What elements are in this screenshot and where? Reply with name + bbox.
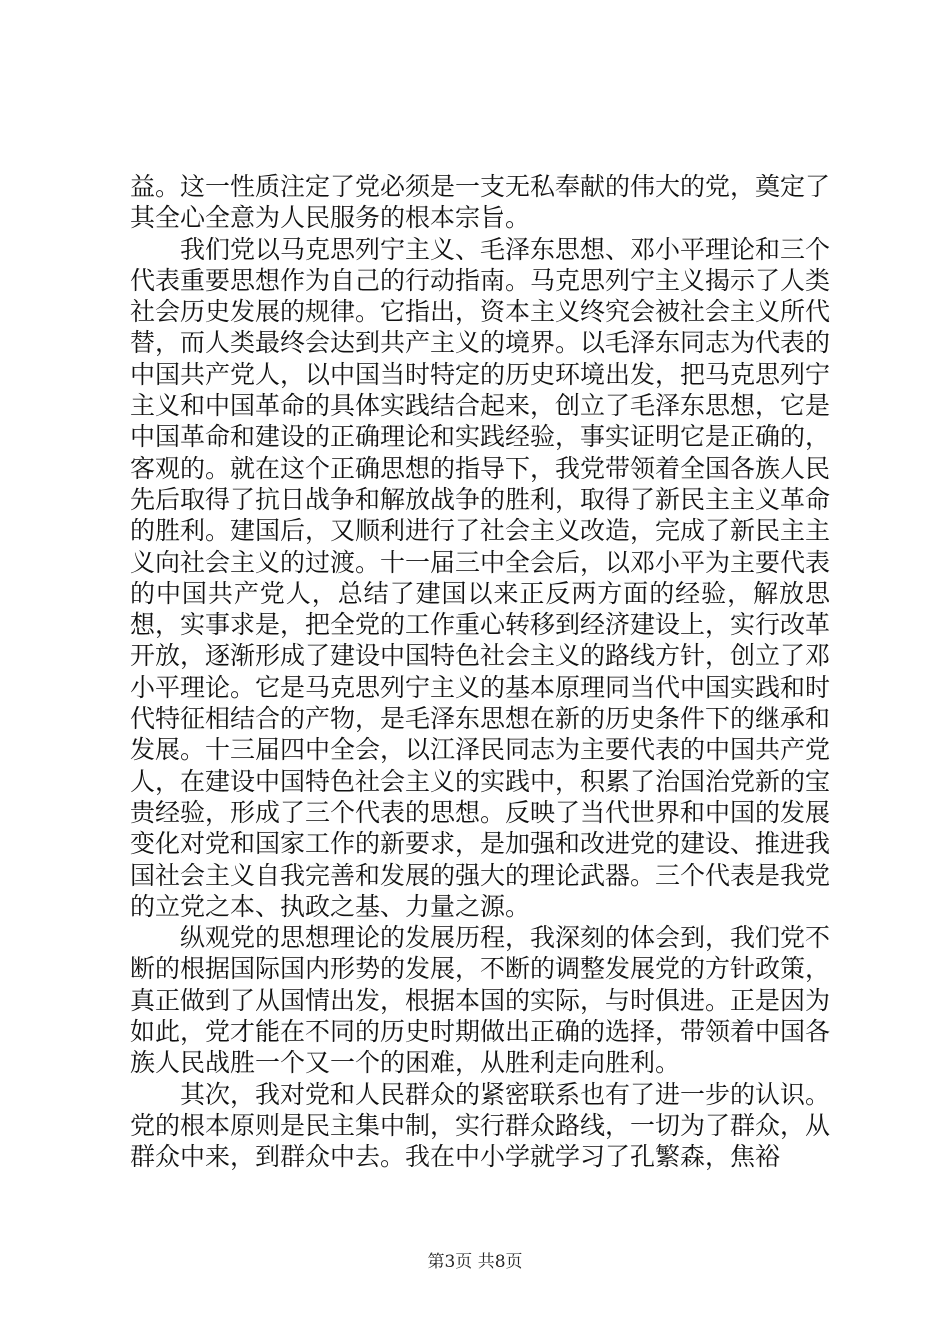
page-footer: 第3页 共8页 xyxy=(427,1252,523,1272)
paragraph-theory-development: 纵观党的思想理论的发展历程，我深刻的体会到，我们党不断的根据国际国内形势的发展，不断的调整发展党的方针政策，真正做到了从国情出发，根据本国的实际，与时俱进。正是因为如此，党才能在不同的历史时期做出正确的选择，带领着中国各族人民战胜一个又一个的困难，从胜利走向胜利。 xyxy=(130,923,831,1078)
paragraph-mass-line: 其次，我对党和人民群众的紧密联系也有了进一步的认识。党的根本原则是民主集中制，实行群众路线，一切为了群众，从群众中来，到群众中去。我在中小学就学习了孔繁森，焦裕 xyxy=(130,1079,831,1172)
paragraph-continuation: 益。这一性质注定了党必须是一支无私奉献的伟大的党，奠定了其全心全意为人民服务的根本宗旨。 xyxy=(130,172,831,233)
paragraph-guiding-ideology: 我们党以马克思列宁主义、毛泽东思想、邓小平理论和三个代表重要思想作为自己的行动指南。马克思列宁主义揭示了人类社会历史发展的规律。它指出，资本主义终究会被社会主义所代替，而人类最终会达到共产主义的境界。以毛泽东同志为代表的中国共产党人，以中国当时特定的历史环境出发，把马克思列宁主义和中国革命的具体实践结合起来，创立了毛泽东思想，它是中国革命和建设的正确理论和实践经验，事实证明它是正确的，客观的。就在这个正确思想的指导下，我党带领着全国各族人民先后取得了抗日战争和解放战争的胜利，取得了新民主主义革命的胜利。建国后，又顺利进行了社会主义改造，完成了新民主主义向社会主义的过渡。十一届三中全会后，以邓小平为主要代表的中国共产党人，总结了建国以来正反两方面的经验，解放思想，实事求是，把全党的工作重心转移到经济建设上，实行改革开放，逐渐形成了建设中国特色社会主义的路线方针，创立了邓小平理论。它是马克思列宁主义的基本原理同当代中国实践和时代特征相结合的产物，是毛泽东思想在新的历史条件下的继承和发展。十三届四中全会，以江泽民同志为主要代表的中国共产党人，在建设中国特色社会主义的实践中，积累了治国治党新的宝贵经验，形成了三个代表的思想。反映了当代世界和中国的发展变化对党和国家工作的新要求，是加强和改进党的建设、推进我国社会主义自我完善和发展的强大的理论武器。三个代表是我党的立党之本、执政之基、力量之源。 xyxy=(130,234,831,921)
document-body xyxy=(130,171,830,1173)
